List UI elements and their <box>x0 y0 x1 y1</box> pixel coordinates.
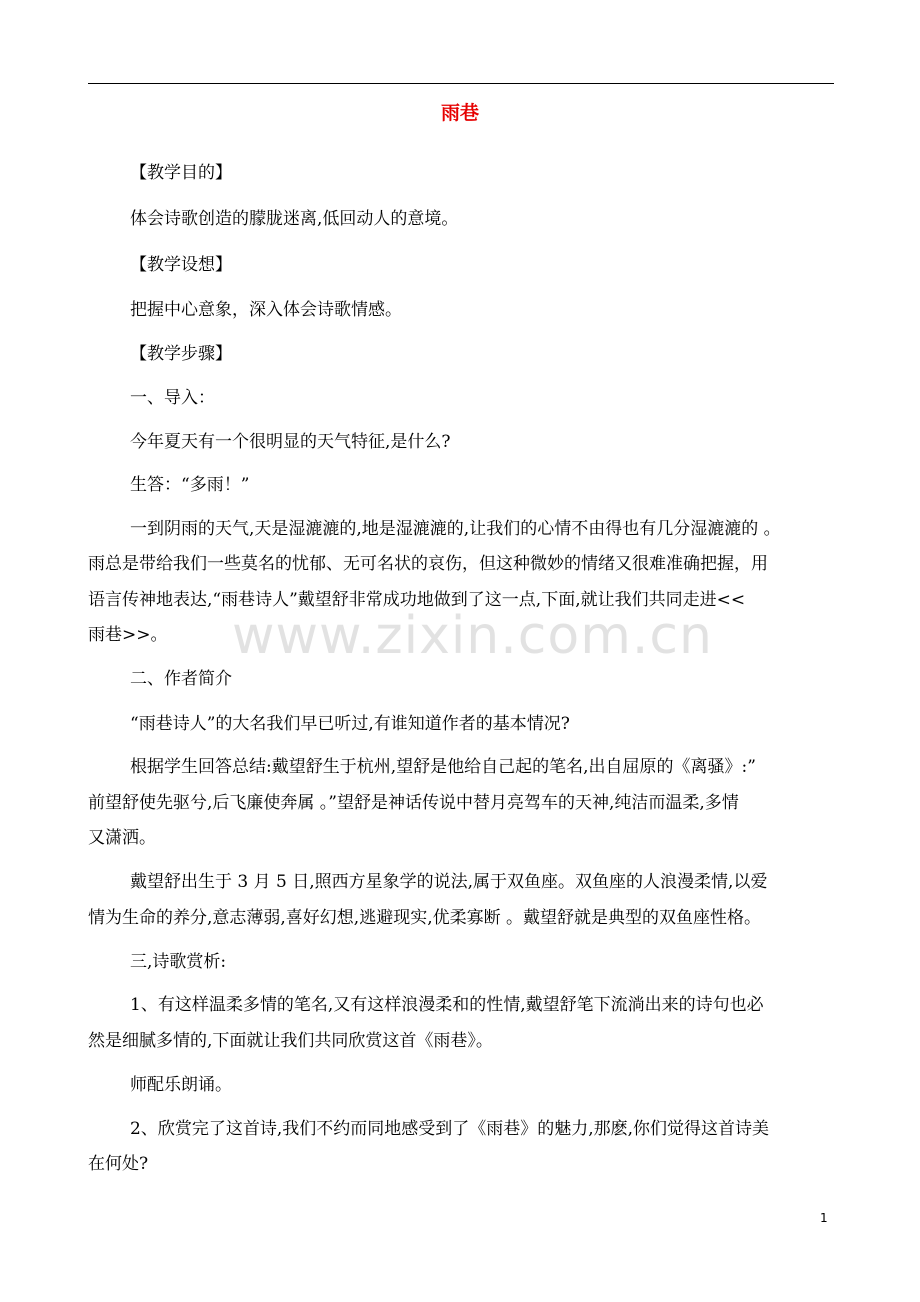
paragraph-line: 今年夏天有一个很明显的天气特征,是什么? <box>130 432 451 452</box>
paragraph-line: 体会诗歌创造的朦胧迷离,低回动人的意境。 <box>130 209 459 229</box>
section-heading-author: 二、作者简介 <box>130 669 232 689</box>
paragraph-line: 2、欣赏完了这首诗,我们不约而同地感受到了《雨巷》的魅力,那麽,你们觉得这首诗美 <box>130 1119 770 1139</box>
paragraph-line: 语言传神地表达,“雨巷诗人”戴望舒非常成功地做到了这一点,下面,就让我们共同走进<< <box>88 590 746 610</box>
section-heading-teaching-steps: 【教学步骤】 <box>130 344 232 364</box>
paragraph-line: 生答：“多雨！” <box>130 475 250 495</box>
paragraph-line: 雨巷>>。 <box>88 625 168 645</box>
paragraph-line: 在何处? <box>88 1154 149 1174</box>
section-heading-teaching-purpose: 【教学目的】 <box>130 163 232 183</box>
paragraph-line: 根据学生回答总结:戴望舒生于杭州,望舒是他给自己起的笔名,出自屈原的《离骚》:” <box>130 757 756 777</box>
section-heading-teaching-plan: 【教学设想】 <box>130 255 232 275</box>
paragraph-line: 1、有这样温柔多情的笔名,又有这样浪漫柔和的性情,戴望舒笔下流淌出来的诗句也必 <box>130 995 764 1015</box>
paragraph-line: 又潇洒。 <box>88 828 156 848</box>
paragraph-line: 雨总是带给我们一些莫名的忧郁、无可名状的哀伤，但这种微妙的情绪又很难准确把握，用 <box>88 554 768 574</box>
paragraph-line: 情为生命的养分,意志薄弱,喜好幻想,逃避现实,优柔寡断 。戴望舒就是典型的双鱼座性格。 <box>88 908 762 928</box>
paragraph-line: “雨巷诗人”的大名我们早已听过,有谁知道作者的基本情况? <box>130 714 570 734</box>
page-title: 雨巷 <box>440 102 479 124</box>
paragraph-line: 把握中心意象，深入体会诗歌情感。 <box>130 300 402 320</box>
section-heading-introduction: 一、导入： <box>130 388 215 408</box>
paragraph-line: 前望舒使先驱兮,后飞廉使奔属 。”望舒是神话传说中替月亮驾车的天神,纯洁而温柔,多情 <box>88 793 739 813</box>
section-heading-poem-analysis: 三,诗歌赏析: <box>130 952 227 972</box>
paragraph-line: 师配乐朗诵。 <box>130 1075 232 1095</box>
paragraph-line: 戴望舒出生于 3 月 5 日,照西方星象学的说法,属于双鱼座。双鱼座的人浪漫柔情,以爱 <box>130 872 768 892</box>
paragraph-line: 然是细腻多情的,下面就让我们共同欣赏这首《雨巷》。 <box>88 1031 493 1051</box>
header-rule <box>88 83 834 84</box>
page-number: 1 <box>820 1211 828 1225</box>
paragraph-line: 一到阴雨的天气,天是湿漉漉的,地是湿漉漉的,让我们的心情不由得也有几分湿漉漉的 。 <box>130 519 781 539</box>
watermark: www.zixin.com.cn <box>232 606 713 666</box>
